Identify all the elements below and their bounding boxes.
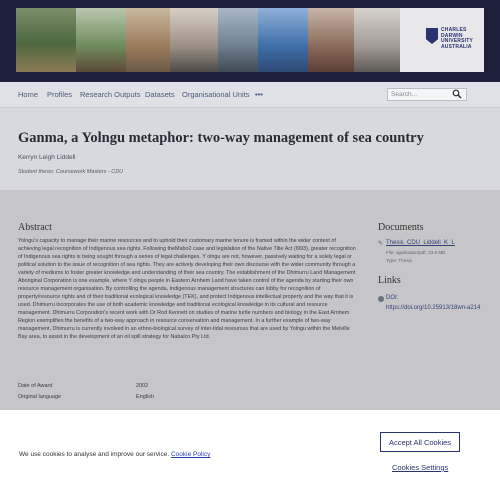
doi-label: DOI: (386, 295, 399, 301)
cookie-message (19, 451, 210, 458)
banner-photo (354, 8, 400, 72)
university-logo-text[interactable]: CHARLES DARWIN UNIVERSITY AUSTRALIA (441, 27, 473, 50)
document-type: Type: Thesis (386, 258, 412, 263)
nav-research-outputs[interactable]: Research Outputs (80, 90, 141, 99)
links-heading: Links (378, 275, 401, 286)
link-bullet-icon (378, 296, 384, 302)
doi-link[interactable]: https://doi.org/10.25913/18wn-a214 (386, 305, 481, 311)
detail-key-original-language: Original language (18, 394, 62, 400)
author-name[interactable]: Kerryn Leigh Liddell (18, 154, 76, 161)
banner-photo (218, 8, 258, 72)
banner-photo (308, 8, 354, 72)
page-title: Ganma, a Yolngu metaphor: two-way management of sea country (18, 130, 424, 146)
search-icon[interactable] (452, 89, 462, 99)
abstract-text: Yolngu's capacity to manage their marine resources and to uphold their customary marine tenure is framed within the wider context of achieving legal recognition of Indigenous sea rights. Following theMabo2 case and legislation of the Native Title Act (l993), greater recognition of Indigenous sea rights is being sought through a series of legal challenges. Y olngu are not, however, passively waiting for a solely legal or political solution to the issue of recognition of sea rights. They are actively developing their own discourse with the wider community through a variety of mediums to foster greater knowledge and understanding of their sea country. The establishment of the Dhimurru Land Management Aboriginal Corporation is one example, where Y olngu people in Eastern Arnhem Land have taken control of the agenda by starting their own resource management organisation. By controlling the agenda, Indigenous management structures can lobby for recognition of property/resource rights and of their traditional ecological knowledge (TEK), and protect Indigenous intellectual property and the way that it is used. Dhimurru incorporates the use of both academic knowledge and traditional ecological knowledge in its cultural and resource management. Dhimurru Corporation's recent work with Dr Rod Kennett on studies of marine turtle numbers and biology in the East Arnhem Region exemplifies the benefits of a two-way approach in resource conservation and management. In a further example of two-way management, Dhimurru is currently involved in an ethno-biological survey of inter-tidal resources that are used by Yolngu within the Melville Bay area, to assist in the development of an oil spill strategy for Nabalco Pty Ltd. (18, 238, 356, 340)
cookies-settings-link[interactable]: Cookies Settings (392, 463, 449, 472)
banner-photo (126, 8, 170, 72)
banner-photo (170, 8, 218, 72)
accept-all-cookies-button[interactable]: Accept All Cookies (380, 432, 460, 452)
title-block (0, 108, 500, 190)
banner-photo (76, 8, 126, 72)
document-link[interactable]: Thesis_CDU_Liddell_K_L (386, 240, 455, 246)
banner-photo (258, 8, 308, 72)
cookie-policy-link[interactable]: Cookie Policy (170, 451, 211, 458)
abstract-heading: Abstract (18, 222, 52, 233)
nav-more-button[interactable]: ••• (255, 90, 263, 99)
thesis-type: Student thesis: Coursework Masters - CDU (18, 169, 124, 175)
nav-datasets[interactable]: Datasets (145, 90, 175, 99)
cookie-message-text: We use cookies to analyse and improve our service. (19, 451, 171, 458)
nav-home[interactable]: Home (18, 90, 39, 99)
header-banner (16, 8, 484, 72)
banner-photo (16, 8, 76, 72)
detail-key-date-of-award: Date of Award (18, 383, 53, 389)
documents-heading: Documents (378, 222, 424, 233)
paperclip-icon: ✎ (378, 241, 384, 247)
search-input[interactable]: Search... (387, 88, 467, 101)
nav-organisational-units[interactable]: Organisational Units (182, 90, 250, 99)
detail-value-original-language: English (136, 394, 155, 400)
document-file-meta: File: application/pdf, 33.6 MB (386, 250, 446, 255)
nav-profiles[interactable]: Profiles (47, 90, 73, 99)
detail-value-date-of-award: 2002 (136, 383, 149, 389)
